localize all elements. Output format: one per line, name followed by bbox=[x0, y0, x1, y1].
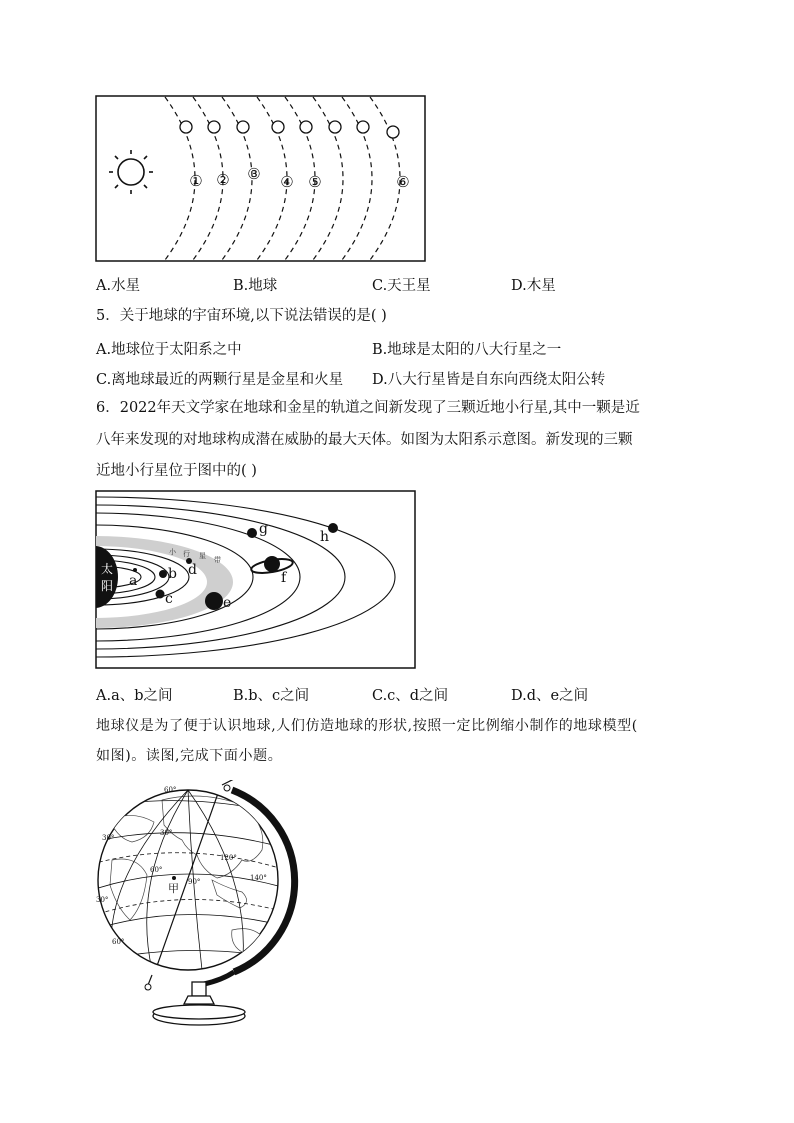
sun-label-1: 太 bbox=[100, 562, 114, 576]
planet-label-f: f bbox=[281, 570, 287, 586]
degree-label-7: 140° bbox=[250, 874, 267, 882]
degree-label-6: 120° bbox=[220, 854, 237, 862]
q4-option-a[interactable]: A.水星 bbox=[96, 278, 141, 294]
planet-label-a: a bbox=[129, 573, 138, 589]
belt-label-3: 星 bbox=[199, 552, 206, 560]
planet-circle-1 bbox=[180, 121, 192, 133]
degree-label-8: 60° bbox=[112, 938, 125, 946]
marker-jia-label: 甲 bbox=[168, 882, 179, 895]
globe-intro-line-1: 地球仪是为了便于认识地球,人们仿造地球的形状,按照一定比例缩小制作的地球模型( bbox=[96, 718, 638, 734]
q4-option-b[interactable]: B.地球 bbox=[233, 278, 278, 294]
degree-label-4: 90° bbox=[188, 878, 201, 886]
marker-jia-dot bbox=[172, 876, 176, 880]
planet-circle-6 bbox=[329, 121, 341, 133]
q6-option-d[interactable]: D.d、e之间 bbox=[511, 688, 589, 704]
q4-option-c[interactable]: C.天王星 bbox=[372, 278, 431, 294]
planet-e bbox=[205, 592, 223, 610]
orbit-label-5: ⑤ bbox=[308, 173, 322, 191]
q6-option-c[interactable]: C.c、d之间 bbox=[372, 688, 449, 704]
planet-label-g: g bbox=[259, 521, 268, 537]
planet-circle-2 bbox=[208, 121, 220, 133]
globe-stand bbox=[153, 972, 245, 1025]
planet-circle-5 bbox=[300, 121, 312, 133]
planet-h bbox=[328, 523, 338, 533]
north-pole-pin bbox=[224, 785, 230, 791]
q6-option-b[interactable]: B.b、c之间 bbox=[233, 688, 310, 704]
belt-label-2: 行 bbox=[183, 550, 190, 558]
degree-label-2: 30° bbox=[102, 834, 115, 842]
planet-b bbox=[159, 570, 167, 578]
planet-circle-4 bbox=[272, 121, 284, 133]
q5-option-d[interactable]: D.八大行星皆是自东向西绕太阳公转 bbox=[372, 372, 606, 388]
orbit-label-4: ④ bbox=[280, 173, 294, 191]
sun-label-2: 阳 bbox=[100, 579, 114, 593]
planet-label-h: h bbox=[320, 529, 330, 545]
q6-stem-line-1: 6．2022年天文学家在地球和金星的轨道之间新发现了三颗近地小行星,其中一颗是近 bbox=[96, 400, 640, 416]
orbit-figure bbox=[95, 95, 427, 263]
belt-label-4: 带 bbox=[214, 556, 221, 564]
orbit-label-6: ⑥ bbox=[396, 173, 410, 191]
q5-option-c[interactable]: C.离地球最近的两颗行星是金星和火星 bbox=[96, 372, 344, 388]
south-pole-pin bbox=[145, 984, 151, 990]
q6-stem-line-3: 近地小行星位于图中的( ) bbox=[96, 463, 257, 479]
belt-label-1: 小 bbox=[169, 548, 176, 556]
planet-circle-7 bbox=[357, 121, 369, 133]
planet-label-d: d bbox=[188, 562, 197, 578]
planet-label-b: b bbox=[168, 566, 177, 582]
q5-stem: 5．关于地球的宇宙环境,以下说法错误的是( ) bbox=[96, 308, 387, 324]
q4-option-d[interactable]: D.木星 bbox=[511, 278, 556, 294]
degree-label-3: 30° bbox=[160, 829, 173, 837]
q6-stem-line-2: 八年来发现的对地球构成潜在威胁的最大天体。如图为太阳系示意图。新发现的三颗 bbox=[96, 432, 633, 448]
planet-circle-8 bbox=[387, 126, 399, 138]
degree-label-1: 60° bbox=[164, 786, 177, 794]
orbit-label-3: ③ bbox=[247, 165, 261, 183]
planet-label-c: c bbox=[165, 591, 173, 607]
orbit-label-2: ② bbox=[216, 171, 230, 189]
q5-option-a[interactable]: A.地球位于太阳系之中 bbox=[96, 342, 242, 358]
planet-g bbox=[247, 528, 257, 538]
globe-figure bbox=[92, 780, 304, 1030]
orbit-label-1: ① bbox=[189, 172, 203, 190]
q6-option-a[interactable]: A.a、b之间 bbox=[96, 688, 173, 704]
planet-label-e: e bbox=[223, 595, 232, 611]
q5-option-b[interactable]: B.地球是太阳的八大行星之一 bbox=[372, 342, 562, 358]
degree-label-5: 60° bbox=[150, 866, 163, 874]
solar-system-figure bbox=[95, 490, 417, 670]
planet-a bbox=[133, 568, 137, 572]
planet-c bbox=[156, 590, 165, 599]
globe-intro-line-2: 如图)。读图,完成下面小题。 bbox=[96, 748, 283, 764]
planet-circle-3 bbox=[237, 121, 249, 133]
degree-label-9: 30° bbox=[96, 896, 109, 904]
